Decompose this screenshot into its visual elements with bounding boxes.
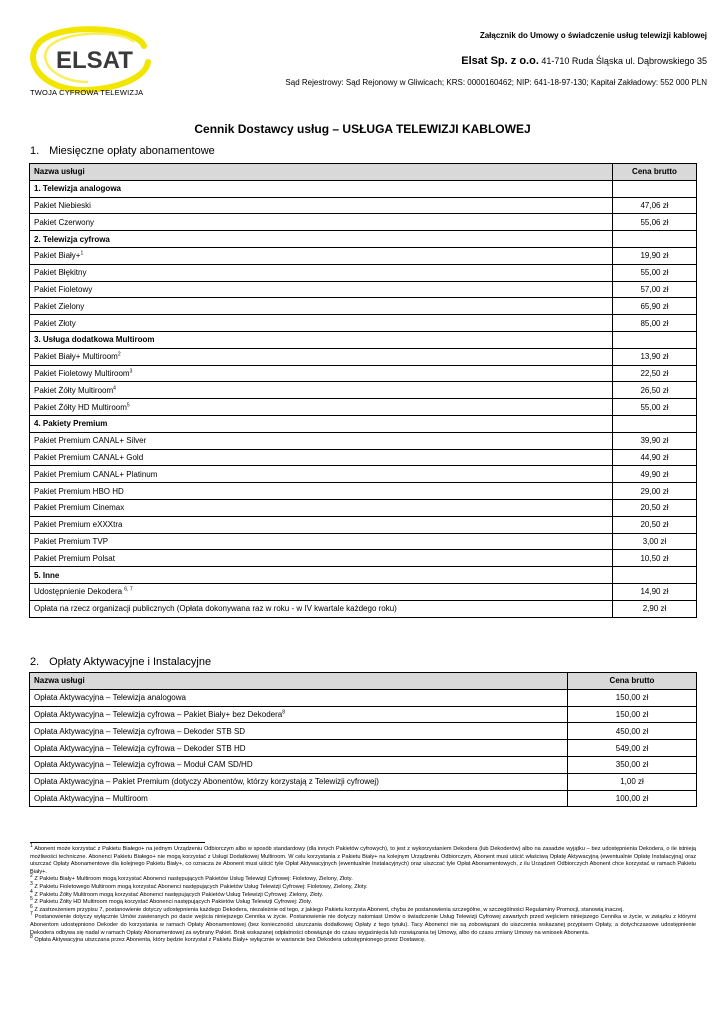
service-price: 57,00 zł	[613, 281, 697, 298]
table-row	[30, 315, 697, 332]
category-row	[30, 231, 697, 248]
service-name	[30, 723, 568, 740]
footnote-text: Z Pakietu Fioletowego Multiroom mogą korzystać Abonenci następujących Pakietów Usług Telewizji Cyfrowej: Fioletowy, Zielony, Złoty.	[34, 883, 368, 890]
service-name-text: Opłata Aktywacyjna – Telewizja analogowa	[34, 693, 186, 703]
service-name-text: Pakiet Premium CANAL+ Gold	[34, 452, 144, 462]
footnote-ref: 3	[129, 368, 133, 375]
service-price: 3,00 zł	[613, 533, 697, 550]
category-label: 4. Pakiety Premium	[30, 415, 613, 432]
footnote-number: 3	[30, 881, 33, 888]
service-name	[30, 466, 613, 483]
activation-fees-table	[29, 672, 697, 807]
service-price: 150,00 zł	[568, 706, 697, 723]
service-name	[30, 706, 568, 723]
section-2-number: 2.	[30, 656, 40, 668]
service-name-text: Opłata Aktywacyjna – Telewizja cyfrowa – Dekoder STB HD	[34, 743, 246, 753]
logo-text: ELSAT	[56, 47, 133, 74]
footnote-ref: 2	[117, 351, 121, 358]
service-name	[30, 298, 613, 315]
table-row	[30, 281, 697, 298]
service-name	[30, 382, 613, 399]
company-address: 41-710 Ruda Śląska ul. Dąbrowskiego 35	[541, 56, 707, 66]
table-row	[30, 550, 697, 567]
table-row	[30, 399, 697, 416]
company-line	[461, 55, 707, 67]
category-price-empty	[613, 567, 697, 584]
category-price-empty	[613, 180, 697, 197]
service-name	[30, 600, 613, 617]
footnote-number: 5	[30, 896, 33, 903]
section-2-label: Opłaty Aktywacyjne i Instalacyjne	[49, 656, 212, 668]
service-name	[30, 499, 613, 516]
footnote-ref: 1	[80, 250, 84, 257]
column-header-price: Cena brutto	[613, 164, 697, 181]
service-name-text: Pakiet Premium CANAL+ Silver	[34, 436, 147, 446]
service-name-text: Pakiet Premium CANAL+ Platinum	[34, 469, 158, 479]
service-price: 29,00 zł	[613, 483, 697, 500]
table-row	[30, 298, 697, 315]
table-row	[30, 214, 697, 231]
category-label: 5. Inne	[30, 567, 613, 584]
service-name-text: Opłata Aktywacyjna – Multiroom	[34, 793, 148, 803]
service-name-text: Pakiet Fioletowy	[34, 284, 93, 294]
service-price: 47,06 zł	[613, 197, 697, 214]
category-label: 1. Telewizja analogowa	[30, 180, 613, 197]
service-name-text: Pakiet Biały+ Multiroom	[34, 352, 118, 362]
footnote-text: Opłata Aktywacyjna uiszczana przez Abonenta, który będzie korzystał z Pakietu Biały+ wyłącznie w wariancie bez Dekodera udostępnionego przez Dostawcę.	[34, 937, 426, 944]
table-row	[30, 756, 697, 773]
footnote-number: 1	[30, 843, 33, 850]
footnote-number: 4	[30, 888, 33, 895]
section-1-label: Miesięczne opłaty abonamentowe	[49, 145, 215, 157]
service-name-text: Opłata Aktywacyjna – Telewizja cyfrowa – Dekoder STB SD	[34, 726, 246, 736]
document-title: Cennik Dostawcy usług – USŁUGA TELEWIZJI KABLOWEJ	[194, 122, 531, 136]
service-price: 13,90 zł	[613, 348, 697, 365]
section-1-title	[30, 145, 215, 157]
service-name-text: Pakiet Zielony	[34, 301, 85, 311]
service-name-text: Opłata Aktywacyjna – Telewizja cyfrowa – Pakiet Biały+ bez Dekodera	[34, 709, 283, 719]
table-row	[30, 689, 697, 706]
footnote-ref: 8	[282, 709, 285, 716]
service-name	[30, 516, 613, 533]
table-row	[30, 365, 697, 382]
table-row	[30, 533, 697, 550]
table-row	[30, 264, 697, 281]
service-name-text: Pakiet Błękitny	[34, 268, 87, 278]
footnote-ref: 4	[113, 385, 116, 392]
section-2-title	[30, 656, 211, 668]
table-row	[30, 740, 697, 757]
company-name: Elsat Sp. z o.o.	[461, 55, 539, 67]
footnote	[30, 934, 696, 945]
footnote	[30, 873, 696, 884]
footnote-text: Z zastrzeżeniem przypisu 7, postanowienie dotyczy udostępnienia każdego Dekodera, niezależnie od tego, z jakiego Pakietu korzysta Abonent, chyba że postanowienia szczególne, w szczególności Regulaminy Promocji, stanowią inaczej.	[34, 906, 624, 913]
service-price: 1,00 zł	[568, 773, 697, 790]
category-row	[30, 567, 697, 584]
service-name	[30, 399, 613, 416]
service-name-text: Opłata Aktywacyjna – Telewizja cyfrowa – Moduł CAM SD/HD	[34, 760, 253, 770]
table-row	[30, 516, 697, 533]
table-row	[30, 773, 697, 790]
footnote	[30, 843, 696, 876]
service-name-text: Pakiet Premium TVP	[34, 536, 109, 546]
service-name	[30, 247, 613, 264]
service-name	[30, 315, 613, 332]
footnote-separator	[30, 842, 205, 843]
service-name	[30, 214, 613, 231]
service-name-text: Pakiet Fioletowy Multiroom	[34, 368, 130, 378]
table-row	[30, 466, 697, 483]
service-price: 2,90 zł	[613, 600, 697, 617]
column-header-name: Nazwa usługi	[30, 164, 613, 181]
service-name-text: Pakiet Niebieski	[34, 200, 91, 210]
category-row	[30, 180, 697, 197]
footnote-text: Abonent może korzystać z Pakietu Białego+ na jednym Urządzeniu Odbiorczym albo w sposób standardowy (dla innych Pakietów cyfrowych), to jest z wykorzystaniem Dekodera (lub Dekoderów) albo na zasadzie wyjątku – bez udostępnienia Dekodera, o ile istnieją możliwości techniczne. Abonenci Pakietu Białego+ nie mogą korzystać z Usługi Dodatkowej Multiroom. W celu korzystania z Pakietu Biały+ na kolejnym Urządzeniu Odbiorczym, Abonent musi uiścić właściwą Opłatę Aktywacyjną (ewentualnie Opłatę Instalacyjną) oraz uiszczać Opłaty Abonamentowe dla kolejnego Pakietu Biały+, co oznacza że Abonent musi uiścić tyle Opłat Aktywacyjnych (ewentualnie Instalacyjnych) oraz uiszczać tyle Opłat Abonamentowych, z ilu Urządzeń Odbiorczych Abonent chce korzystać w ramach Pakietu Biały+.	[30, 846, 696, 875]
logo-tagline: TWOJA CYFROWA TELEWIZJA	[30, 88, 144, 97]
table-row	[30, 382, 697, 399]
service-name-text: Udostępnienie Dekodera	[34, 587, 125, 597]
service-price: 350,00 zł	[568, 756, 697, 773]
footnote-ref: 6, 7	[124, 586, 133, 593]
footnotes	[30, 843, 696, 945]
annex-heading: Załącznik do Umowy o świadczenie usług telewizji kablowej	[479, 31, 707, 40]
monthly-fees-table	[29, 163, 697, 618]
service-name	[30, 264, 613, 281]
footnote-number: 6	[30, 903, 33, 910]
table-row	[30, 499, 697, 516]
registry-line: Sąd Rejestrowy: Sąd Rejonowy w Gliwicach; KRS: 0000160462; NIP: 641-18-97-130; Kapitał Zakładowy: 552 000 PLN	[285, 78, 707, 87]
category-row	[30, 415, 697, 432]
service-name	[30, 740, 568, 757]
service-name-text: Pakiet Żółty Multiroom	[34, 385, 114, 395]
table-row	[30, 247, 697, 264]
table-header-row	[30, 164, 697, 181]
table-row	[30, 348, 697, 365]
service-price: 85,00 zł	[613, 315, 697, 332]
service-name-text: Pakiet Biały+	[34, 251, 81, 261]
table-row	[30, 706, 697, 723]
service-price: 100,00 zł	[568, 790, 697, 807]
service-price: 10,50 zł	[613, 550, 697, 567]
category-price-empty	[613, 415, 697, 432]
service-price: 19,90 zł	[613, 247, 697, 264]
table-row	[30, 600, 697, 617]
service-name-text: Pakiet Premium HBO HD	[34, 486, 124, 496]
service-name	[30, 432, 613, 449]
service-name	[30, 281, 613, 298]
table-header-row	[30, 673, 697, 690]
footnote-number: 7	[30, 911, 33, 918]
column-header-price: Cena brutto	[568, 673, 697, 690]
column-header-name: Nazwa usługi	[30, 673, 568, 690]
service-name	[30, 773, 568, 790]
category-row	[30, 331, 697, 348]
table-row	[30, 723, 697, 740]
service-price: 450,00 zł	[568, 723, 697, 740]
footnote-text: Postanowienie dotyczy wyłącznie Umów zawieranych po dacie wejścia niniejszego Cennika w życie. Postanowienie nie dotyczy natomiast Umów o świadczenie Usług Telewizji Cyfrowej zawartych przed wejściem niniejszego Cennika w życie, w związku z którymi Abonentom udostępniono Dekoder do korzystania w ramach Opłaty Abonamentowej (bez konieczności uiszczania dodatkowej Opłaty z tego tytułu). Tacy Abonenci nie są zobowiązani do uiszczenia wskazanej przypisem Opłaty, a dotychczasowe udostępnienie Dekodera odbywa się nadal w ramach Opłaty Abonamentowej za wybrany Pakiet. Brak wskazanej odpłatności obowiązuje do czasu wygaśnięcia lub rozwiązania tej Umowy, albo do czasu zmiany Umowy na wniosek Abonenta.	[30, 914, 696, 936]
service-name-text: Pakiet Żółty HD Multiroom	[34, 402, 127, 412]
table-row	[30, 790, 697, 807]
table-row	[30, 449, 697, 466]
service-price: 49,90 zł	[613, 466, 697, 483]
footnote	[30, 911, 696, 937]
service-price: 20,50 zł	[613, 499, 697, 516]
service-name	[30, 365, 613, 382]
service-name-text: Pakiet Premium Cinemax	[34, 503, 125, 513]
service-name	[30, 348, 613, 365]
footnote	[30, 896, 696, 907]
category-price-empty	[613, 231, 697, 248]
service-price: 55,00 zł	[613, 264, 697, 281]
service-name-text: Pakiet Premium Polsat	[34, 553, 115, 563]
service-name-text: Pakiet Premium eXXXtra	[34, 520, 123, 530]
table-row	[30, 197, 697, 214]
service-name-text: Pakiet Złoty	[34, 318, 76, 328]
category-label: 2. Telewizja cyfrowa	[30, 231, 613, 248]
section-1-number: 1.	[30, 145, 40, 157]
footnote-ref: 5	[126, 401, 130, 408]
service-price: 65,90 zł	[613, 298, 697, 315]
footnote	[30, 881, 696, 892]
service-price: 150,00 zł	[568, 689, 697, 706]
service-price: 549,00 zł	[568, 740, 697, 757]
footnote-text: Z Pakietu Żółty Multiroom mogą korzystać Abonenci następujących Pakietów Usług Telewizji Cyfrowej: Zielony, Złoty.	[34, 891, 324, 898]
footnote-text: Z Pakietu Biały+ Multiroom mogą korzystać Abonenci następujących Pakietów Usług Telewizji Cyfrowej: Fioletowy, Zielony, Złoty.	[34, 876, 353, 883]
category-price-empty	[613, 331, 697, 348]
service-price: 44,90 zł	[613, 449, 697, 466]
service-name	[30, 790, 568, 807]
service-price: 55,00 zł	[613, 399, 697, 416]
service-name	[30, 197, 613, 214]
table-row	[30, 583, 697, 600]
service-price: 39,90 zł	[613, 432, 697, 449]
service-name-text: Opłata Aktywacyjna – Pakiet Premium (dotyczy Abonentów, którzy korzystają z Telewizji cyfrowej)	[34, 777, 379, 787]
service-price: 55,06 zł	[613, 214, 697, 231]
service-name	[30, 756, 568, 773]
service-name-text: Pakiet Czerwony	[34, 217, 95, 227]
footnote-text: Z Pakietu Żółty HD Multiroom mogą korzystać Abonenci następujących Pakietów Usług Telewizji Cyfrowej: Złoty.	[34, 899, 313, 906]
footnote-number: 2	[30, 873, 33, 880]
service-price: 22,50 zł	[613, 365, 697, 382]
service-name	[30, 689, 568, 706]
service-name-text: Opłata na rzecz organizacji publicznych (Opłata dokonywana raz w roku - w IV kwartale każdego roku)	[34, 604, 397, 614]
category-label: 3. Usługa dodatkowa Multiroom	[30, 331, 613, 348]
table-row	[30, 432, 697, 449]
service-price: 26,50 zł	[613, 382, 697, 399]
service-name	[30, 583, 613, 600]
service-name	[30, 533, 613, 550]
service-name	[30, 483, 613, 500]
service-price: 14,90 zł	[613, 583, 697, 600]
service-name	[30, 449, 613, 466]
service-price: 20,50 zł	[613, 516, 697, 533]
footnote-number: 8	[30, 934, 33, 941]
table-row	[30, 483, 697, 500]
service-name	[30, 550, 613, 567]
